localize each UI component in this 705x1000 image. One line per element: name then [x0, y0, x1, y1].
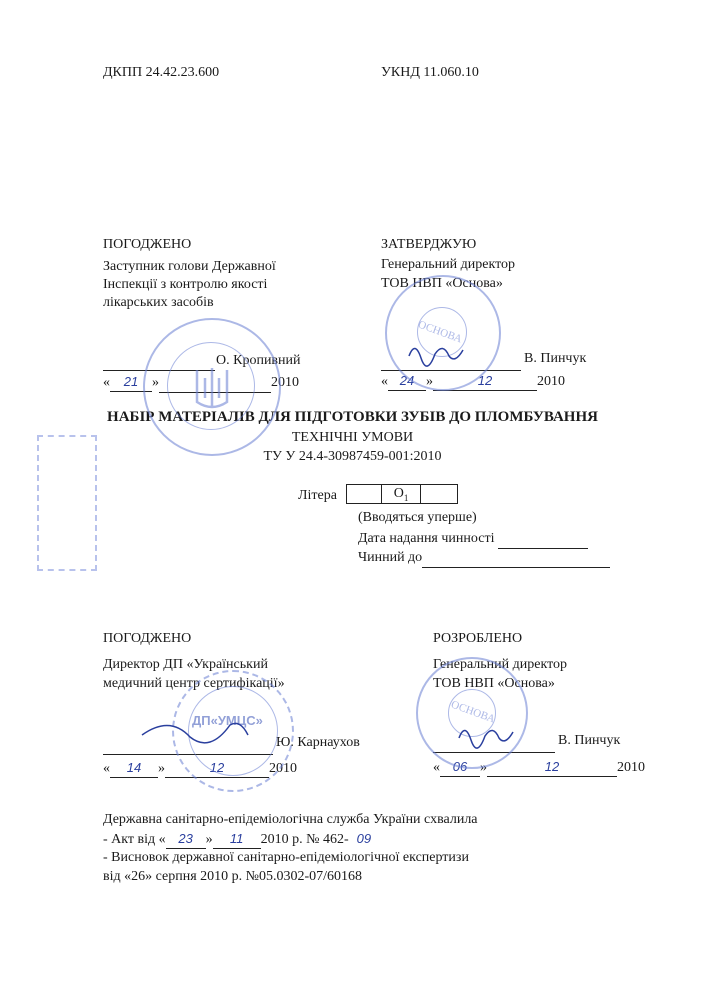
date-day: 24 [388, 372, 426, 391]
document-code: ТУ У 24.4-30987459-001:2010 [263, 449, 442, 464]
litera-boxes [346, 484, 458, 504]
osnova-stamp-top [385, 275, 501, 391]
side-stamp [37, 435, 97, 571]
litera-value: $О_1$ [382, 484, 421, 504]
date-day: 06 [440, 758, 480, 777]
date-day: 21 [110, 373, 152, 392]
signatory-name: Ю. Карнаухов [276, 735, 360, 750]
document-subtitle: ТЕХНІЧНІ УМОВИ [291, 430, 414, 445]
date-year: 2010 [537, 374, 565, 389]
approval-line: Інспекції з контролю якості [103, 277, 268, 292]
valid-until: Чинний до [358, 549, 610, 568]
approval-line: медичний центр сертифікації» [103, 676, 285, 691]
sanitary-line: Державна санітарно-епідеміологічна служба України схвалила [103, 812, 478, 827]
date-month: 12 [433, 372, 537, 391]
approval-line: ТОВ НВП «Основа» [433, 676, 555, 691]
litera-note: (Вводяться уперше) [358, 510, 477, 525]
approval-line: Заступник голови Державної [103, 259, 276, 274]
dkpp-code: ДКПП 24.42.23.600 [103, 65, 220, 80]
signature-scribble [405, 338, 465, 368]
approval-date: « 06 » 12 2010 [433, 759, 645, 775]
date-year: 2010 [617, 760, 645, 775]
approval-date: « 21 » 2010 [103, 373, 299, 393]
date-day: 14 [110, 759, 158, 778]
signatory-name: В. Пинчук [558, 733, 621, 748]
date-month: 12 [165, 759, 269, 778]
state-seal-stamp [143, 318, 281, 456]
approval-heading: ПОГОДЖЕНО [103, 237, 192, 252]
signature-scribble [140, 715, 250, 755]
signatory-name: В. Пинчук [524, 351, 587, 366]
litera-label: Літера [298, 488, 337, 503]
approval-line: лікарських засобів [103, 295, 214, 310]
stamp-text: ОСНОВА [416, 318, 464, 346]
document-title: НАБІР МАТЕРІАЛІВ ДЛЯ ПІДГОТОВКИ ЗУБІВ ДО ПЛОМБУВАННЯ [107, 409, 598, 425]
approval-date: « 24 » 12 2010 [381, 373, 565, 389]
trident-icon [145, 320, 279, 454]
sanitary-line: - Висновок державної санітарно-епідеміологічної експертизи [103, 850, 469, 865]
ukdn-code: УКНД 11.060.10 [381, 65, 479, 80]
approval-line: ТОВ НВП «Основа» [381, 276, 503, 291]
stamp-text: ДП«УМЦС» [192, 713, 263, 728]
date-year: 2010 [269, 761, 297, 776]
sanitary-act: - Акт від « 23 » 11 2010 р. № 462- 09 [103, 831, 372, 847]
signatory-name: О. Кропивний [216, 353, 301, 368]
approval-heading: ПОГОДЖЕНО [103, 631, 192, 646]
date-year: 2010 [271, 375, 299, 390]
osnova-stamp-bottom [416, 657, 528, 769]
sanitary-line: від «26» серпня 2010 р. №05.0302-07/60168 [103, 869, 363, 884]
approval-date: « 14 » 12 2010 [103, 760, 297, 776]
approval-heading: РОЗРОБЛЕНО [433, 631, 523, 646]
approval-line: Директор ДП «Український [103, 657, 268, 672]
approval-line: Генеральний директор [433, 657, 568, 672]
approval-line: Генеральний директор [381, 257, 516, 272]
date-month: 12 [487, 758, 617, 777]
signature-scribble [455, 720, 515, 750]
validity-date: Дата надання чинності [358, 530, 588, 549]
stamp-text: ОСНОВА [449, 698, 497, 726]
approval-heading: ЗАТВЕРДЖУЮ [381, 237, 477, 252]
